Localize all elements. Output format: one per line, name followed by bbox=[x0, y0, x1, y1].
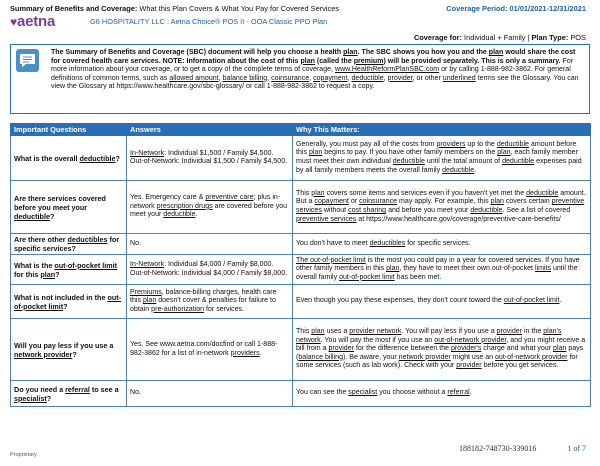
answer-cell: In-Network: Individual $4,000 / Family $8,000. Out-of-Network: Individual $4,000 / Family $8,000. bbox=[127, 255, 293, 285]
answer-cell: Premiums, balance-billing charges, health care this plan doesn't cover & penalties for failure to obtain pre-authorization for services. bbox=[127, 285, 293, 319]
coverage-period: Coverage Period: 01/01/2021-12/31/2021 bbox=[446, 4, 586, 13]
question-cell: What is not included in the out-of-pocket limit? bbox=[11, 285, 127, 319]
answer-cell: In-Network: Individual $1,500 / Family $4,500. Out-of-Network: Individual $1,500 / Family $4,500. bbox=[127, 136, 293, 181]
plan-name: G6 HOSPITALITY LLC : Aetna Choice® POS II - OOA Classic PPO Plan bbox=[90, 17, 328, 26]
header-important-questions: Important Questions bbox=[11, 124, 127, 136]
table-row bbox=[11, 136, 591, 181]
heart-icon: ♥ bbox=[10, 15, 17, 29]
answer-cell: No. bbox=[127, 381, 293, 407]
why-cell: The out-of-pocket limit is the most you could pay in a year for covered services. If you have other family members in this plan, they have to meet their own out-of-pocket limits until the overall family out-of-pocket limit has been met. bbox=[293, 255, 591, 285]
question-cell: What is the overall deductible? bbox=[11, 136, 127, 181]
aetna-logo: ♥aetna bbox=[10, 13, 56, 30]
table-row bbox=[11, 234, 591, 255]
coverage-for: Coverage for: Individual + Family | Plan Type: POS bbox=[413, 33, 586, 42]
chat-icon bbox=[16, 49, 39, 72]
info-text: The Summary of Benefits and Coverage (SBC) document will help you choose a health plan. The SBC shows you how you and the plan would share the cost for covered health care services. NOTE: Information about the cost of this plan (called the premium) will be provided separately. This is only a summary. For more information about your coverage, or to get a copy of the complete terms of coverage, www.HealthReformPlanSBC.com or by calling 1-888-982-3862. For general definitions of common terms, such as allowed amount, balance billing, coinsurance, copayment, deductible, provider, or other underlined terms see the Glossary. You can view the Glossary at https://www.healthcare.gov/sbc-glossary/ or call 1-888-982-3862 to request a copy. bbox=[51, 49, 579, 91]
why-cell: This plan uses a provider network. You will pay less if you use a provider in the plan's network. You will pay the most if you use an out-of-network provider, and you might receive a bill from a provider for the difference between the provider's charge and what your plan pays (balance billing). Be aware, your network provider might use an out-of-network provider for some services (such as lab work). Check with your provider before you get services. bbox=[293, 319, 591, 381]
question-cell: Are there other deductibles for specific services? bbox=[11, 234, 127, 255]
table-row bbox=[11, 319, 591, 381]
question-cell: Will you pay less if you use a network provider? bbox=[11, 319, 127, 381]
answer-cell: No. bbox=[127, 234, 293, 255]
answer-cell: Yes. Emergency care & preventive care; plus in-network prescription drugs are covered before you meet your deductible. bbox=[127, 181, 293, 234]
sbc-link[interactable]: www.HealthReformPlanSBC.com bbox=[334, 66, 440, 74]
table-header-row bbox=[11, 124, 591, 136]
table-row bbox=[11, 181, 591, 234]
table-row bbox=[11, 381, 591, 407]
sbc-info-box bbox=[10, 44, 590, 114]
sbc-title: Summary of Benefits and Coverage: What this Plan Covers & What You Pay for Covered Services bbox=[10, 4, 340, 13]
table-row bbox=[11, 255, 591, 285]
why-cell: You can see the specialist you choose without a referral. bbox=[293, 381, 591, 407]
why-cell: You don't have to meet deductibles for specific services. bbox=[293, 234, 591, 255]
answer-cell: Yes. See www.aetna.com/docfind or call 1-888-982-3862 for a list of in-network providers. bbox=[127, 319, 293, 381]
header-answers: Answers bbox=[127, 124, 293, 136]
why-cell: This plan covers some items and services even if you haven't yet met the deductible amount. But a copayment or coinsurance may apply. For example, this plan covers certain preventive services without cost sharing and before you meet your deductible. See a list of covered preventive services at https://www.healthcare.gov/coverage/preventive-care-benefits/ bbox=[293, 181, 591, 234]
page-number: 1 of 7 bbox=[567, 444, 586, 453]
document-code: 188182-748730-339016 bbox=[459, 444, 537, 453]
proprietary-label: Proprietary bbox=[10, 452, 37, 458]
question-cell: What is the out-of-pocket limit for this plan? bbox=[11, 255, 127, 285]
benefits-table bbox=[10, 123, 591, 407]
header-why-this-matters: Why This Matters: bbox=[293, 124, 591, 136]
table-row bbox=[11, 285, 591, 319]
why-cell: Generally, you must pay all of the costs from providers up to the deductible amount before this plan begins to pay. If you have other family members on the plan, each family member must meet their own individual deductible until the total amount of deductible expenses paid by all family members meets the overall family deductible. bbox=[293, 136, 591, 181]
question-cell: Are there services covered before you meet your deductible? bbox=[11, 181, 127, 234]
why-cell: Even though you pay these expenses, they don't count toward the out-of-pocket limit. bbox=[293, 285, 591, 319]
question-cell: Do you need a referral to see a specialist? bbox=[11, 381, 127, 407]
